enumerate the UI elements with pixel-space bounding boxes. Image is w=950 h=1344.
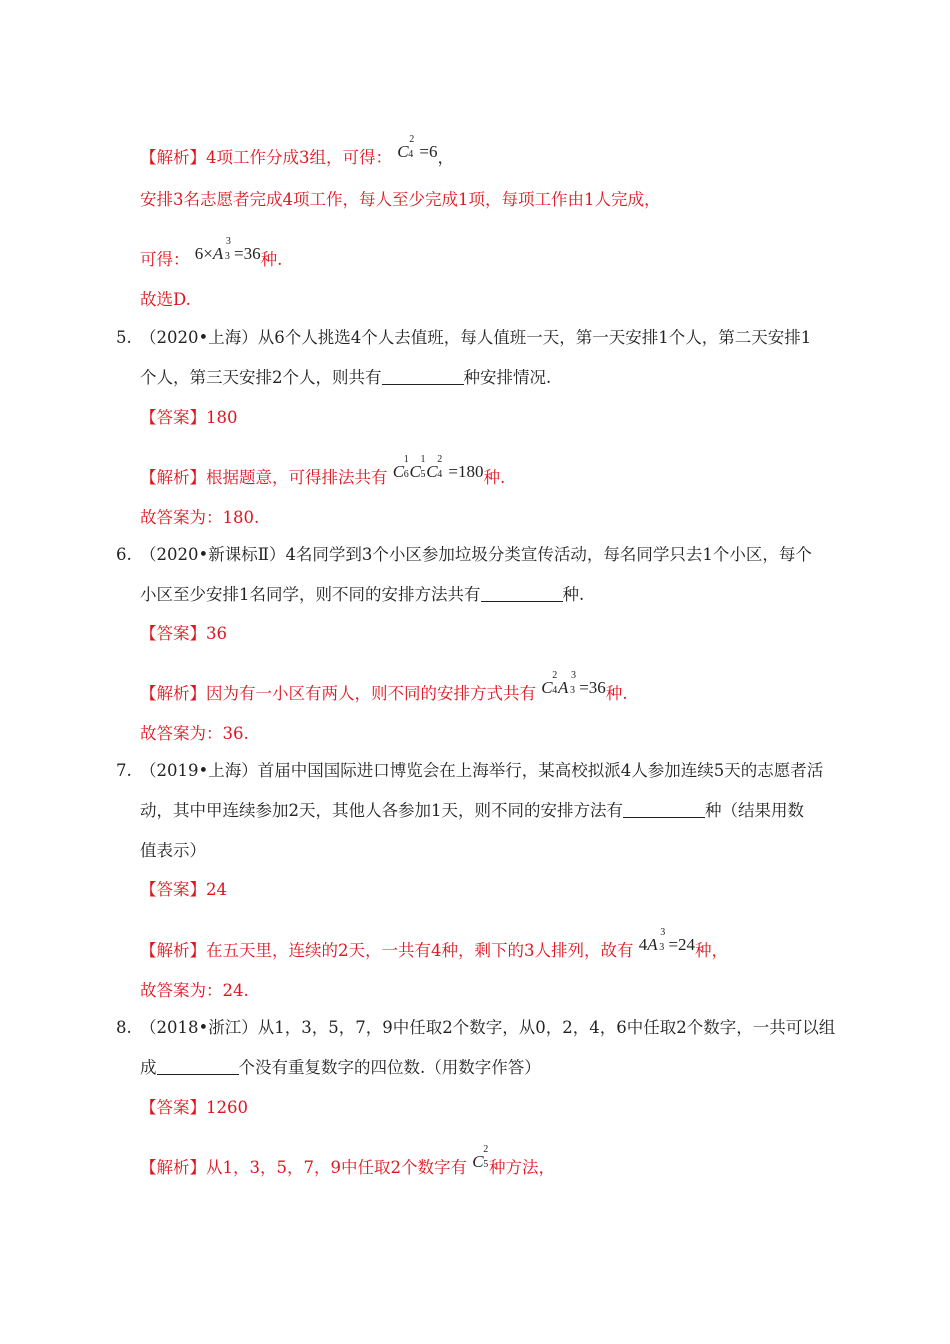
conclusion-7: 故答案为：24. [140,981,249,1000]
solution-8 [140,1144,555,1180]
solution-tag: 【解析】 [140,684,206,703]
formula-c42: C 2 4 =6 [397,134,438,161]
question-text: 动，其中甲连续参加2天，其他人各参加1天，则不同的安排方法有 [140,801,623,820]
answer-value: 36 [206,624,227,643]
question-text: 种（结果用数 [705,801,804,820]
answer-blank [481,585,563,602]
question-7-line-1 [116,759,823,783]
conclusion-6: 故答案为：36. [140,724,249,743]
conclusion-line: 故选D. [140,290,191,309]
answer-8 [140,1096,248,1120]
question-5-line-2 [140,366,551,390]
answer-6 [140,622,227,646]
question-7-line-2 [140,799,804,823]
answer-tag: 【答案】 [140,1098,206,1117]
question-number: 7. [116,761,132,780]
solution-tag: 【解析】 [140,148,206,167]
formula-c52: C 2 5 [472,1144,489,1171]
solution-tag: 【解析】 [140,941,206,960]
question-text: 种. [562,585,585,604]
question-7-line-3: 值表示） [140,841,206,860]
solution-text: 因为有一小区有两人，则不同的安排方式共有 [206,684,536,703]
solution-tail: 种. [483,468,506,487]
solution-text: 4项工作分成3组，可得： [206,148,392,167]
formula-c61c51c42: C 1 6 C 1 5 C 2 4 =180 [392,454,484,481]
solution-text: 在五天里，连续的2天，一共有4种，剩下的3人排列，故有 [206,941,634,960]
question-text: 成 [140,1058,157,1077]
answer-blank [382,368,464,385]
formula-c42a33: C 2 4 A 3 3 =36 [541,670,606,697]
question-6-line-2 [140,583,584,607]
question-text: 个人，第三天安排2个人，则共有 [140,368,382,387]
solution-tail: 种. [260,250,283,269]
answer-value: 180 [206,408,238,427]
solution-5 [140,454,506,490]
question-6-line-1 [116,543,812,567]
question-8-line-1 [116,1016,835,1040]
answer-blank [623,801,705,818]
solution-text: 根据题意，可得排法共有 [206,468,388,487]
solution-line-2: 安排3名志愿者完成4项工作，每人至少完成1项，每项工作由1人完成， [140,190,661,209]
solution-tail: ， [437,148,454,167]
solution-tail: 种. [605,684,628,703]
solution-7 [140,927,729,963]
question-8-line-2 [140,1056,541,1080]
question-text: （2020•上海）从6个人挑选4个人去值班，每人值班一天，第一天安排1个人，第二天安排1 [140,328,812,347]
answer-tag: 【答案】 [140,408,206,427]
question-text: （2019•上海）首届中国国际进口博览会在上海举行，某高校拟派4人参加连续5天的志愿者活 [140,761,824,780]
solution-text: 从1，3，5，7，9中任取2个数字有 [206,1158,467,1177]
answer-value: 24 [206,880,227,899]
answer-tag: 【答案】 [140,880,206,899]
solution-6 [140,670,628,706]
question-text: 小区至少安排1名同学，则不同的安排方法共有 [140,585,481,604]
answer-value: 1260 [206,1098,248,1117]
solution-line-1 [140,134,454,170]
question-5-line-1 [116,326,811,350]
question-text: 个没有重复数字的四位数.（用数字作答） [238,1058,541,1077]
question-text: （2018•浙江）从1，3，5，7，9中任取2个数字，从0，2，4，6中任取2个数字，一共可以组 [140,1018,836,1037]
solution-line-3 [140,236,283,272]
answer-5 [140,406,238,430]
answer-tag: 【答案】 [140,624,206,643]
formula-4a33: 4A 3 3 =24 [638,927,696,954]
question-number: 6. [116,545,132,564]
solution-tag: 【解析】 [140,468,206,487]
question-number: 8. [116,1018,132,1037]
question-number: 5. [116,328,132,347]
solution-tail: 种方法， [489,1158,555,1177]
answer-blank [157,1058,239,1075]
solution-text: 可得： [140,250,190,269]
conclusion-5: 故答案为：180. [140,508,260,527]
solution-tail: 种， [695,941,729,960]
formula-6a33: 6×A 3 3 =36 [194,236,261,263]
answer-7 [140,878,227,902]
question-text: （2020•新课标Ⅱ）4名同学到3个小区参加垃圾分类宣传活动，每名同学只去1个小区，每个 [140,545,812,564]
question-text: 种安排情况. [463,368,552,387]
solution-tag: 【解析】 [140,1158,206,1177]
